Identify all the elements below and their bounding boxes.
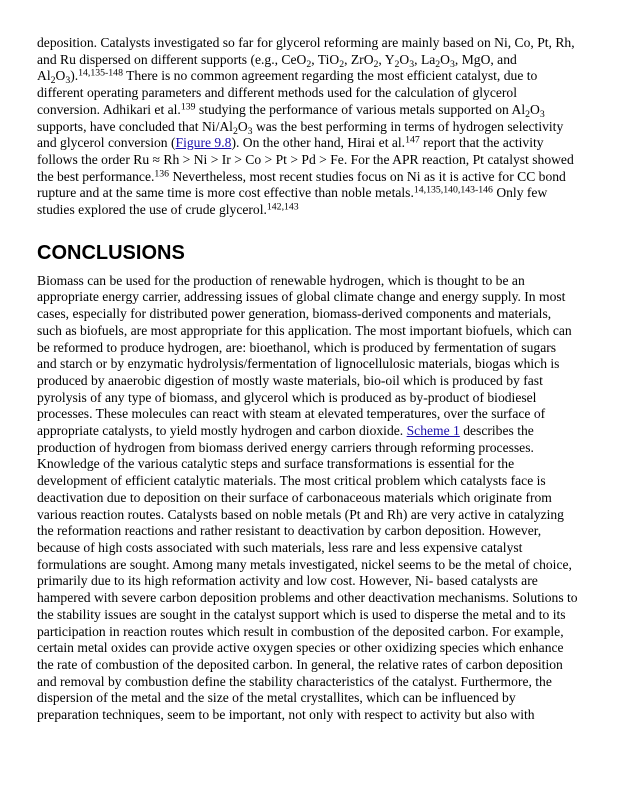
citation-superscript: 142,143	[266, 201, 299, 213]
text-run: , MgO, and Al	[37, 51, 517, 84]
subscript: 2	[525, 108, 530, 120]
text-run: There is no common agreement regarding the most efficient catalyst, due to different operating parameters and different methods used for the calculation of glycerol conversion. Adhikari et al.	[37, 68, 538, 117]
subscript: 3	[247, 125, 253, 137]
text-run: , TiO	[311, 51, 340, 67]
citation-superscript: 14,135,140,143-146	[413, 184, 493, 196]
text-run: O	[237, 118, 248, 134]
subscript: 2	[435, 58, 441, 70]
text-run: supports, have concluded that Ni/Al	[37, 118, 233, 134]
text-run: O	[55, 68, 66, 84]
citation-superscript: 139	[180, 101, 196, 113]
subscript: 2	[50, 75, 56, 87]
text-run: , Y	[378, 51, 395, 67]
subscript: 3	[450, 58, 455, 70]
text-run: O	[529, 101, 540, 117]
section-heading-conclusions: CONCLUSIONS	[37, 241, 185, 264]
subscript: 2	[394, 58, 400, 70]
subscript: 2	[339, 58, 345, 70]
text-run: studying the performance of various metals supported on Al	[195, 101, 526, 117]
scheme-1-link[interactable]: Scheme 1	[406, 423, 460, 439]
citation-superscript: 136	[154, 168, 170, 180]
text-run: ). On the other hand, Hirai et al.	[231, 135, 406, 151]
text-run: Only few studies explored the use of crude glycerol.	[37, 185, 548, 218]
text-run: Biomass can be used for the production of renewable hydrogen, which is thought to be an appropriate energy carrier, addressing issues of global climate change and energy supply. In most cases, especially for distributed power generation, biomass-derived components and materials, such as biofuels, are most appropriate for this application. The most important biofuels, which can be reformed to produce hydrogen, are: bioethanol, which is produced by fermentation of sugars and starch or by enzymatic hydrolysis/fermentation of lignocellulosic materials, biogas which is produced by anaerobic digestion of mostly waste materials, bio-oil which is produced by fast pyrolysis of any type of biomass, and glycerol which is produced as by-product of biodiesel processes. These molecules can react with steam at elevated temperatures, over the surface of appropriate catalysts, to yield mostly hydrogen and carbon dioxide.	[37, 272, 572, 439]
subscript: 3	[539, 108, 545, 120]
subscript: 2	[373, 58, 379, 70]
subscript: 3	[65, 75, 71, 87]
text-run: O	[399, 51, 410, 67]
text-run: report that the activity follows the order Ru ≈ Rh > Ni > Ir > Co > Pt > Pd > Fe. For the APR reaction, Pt catalyst showed the best performance.	[37, 135, 574, 184]
subscript: 2	[306, 58, 312, 70]
text-run: describes the production of hydrogen from biomass derived energy carriers through reforming processes. Knowledge of the various catalytic steps and surface transformations is essential for the development of efficient catalytic materials. The most critical problem which catalysts face is deactivation due to deposition on their surface of carbonaceous materials which originate from various reaction routes. Catalysts based on noble metals (Pt and Rh) are very active in catalyzing the reformation reactions and rather resistant to deactivation by carbon deposition. However, because of high costs associated with such materials, less rare and less expensive catalyst formulations are sought. Among many metals investigated, nickel seems to be the metal of choice, primarily due to its high reformation activity and low cost. However, Ni- based catalysts are hampered with severe carbon deposition problems and other deactivation mechanisms. Solutions to the stability issues are sought in the catalyst support which is used to disperse the metal and to its participation in reaction routes which result in combustion of the deposited carbon. For example, certain metal oxides can provide active oxygen species or other oxidizing species which enhance the rate of combustion of the deposited carbon. In general, the relative rates of carbon deposition and removal by combustion define the stability characteristics of the catalyst. Furthermore, the dispersion of the metal and the size of the metal crystallites, which can be influenced by preparation techniques, seem to be important, not only with respect to activity but also with	[37, 423, 578, 723]
paragraph-glycerol-catalysts	[37, 35, 579, 219]
text-run: Nevertheless, most recent studies focus on Ni as it is active for CC bond rupture and at the same time is more cost effective than noble metals.	[37, 168, 566, 201]
citation-superscript: 14,135-148	[78, 68, 123, 79]
citation-superscript: 147	[405, 134, 420, 146]
text-run: , La	[414, 51, 436, 67]
text-run: was the best performing in terms of hydrogen selectivity and glycerol conversion (	[37, 118, 564, 151]
figure-9-8-link[interactable]: Figure 9.8	[175, 135, 232, 151]
paragraph-conclusions	[37, 273, 579, 724]
text-run: deposition. Catalysts investigated so far for glycerol reforming are mainly based on Ni, Co, Pt, Rh, and Ru dispersed on different supports (e.g., CeO	[37, 35, 575, 67]
subscript: 3	[409, 58, 415, 70]
subscript: 2	[232, 125, 238, 137]
text-run: , ZrO	[344, 51, 374, 67]
text-run: O	[440, 51, 450, 67]
text-run: ).	[70, 68, 79, 84]
